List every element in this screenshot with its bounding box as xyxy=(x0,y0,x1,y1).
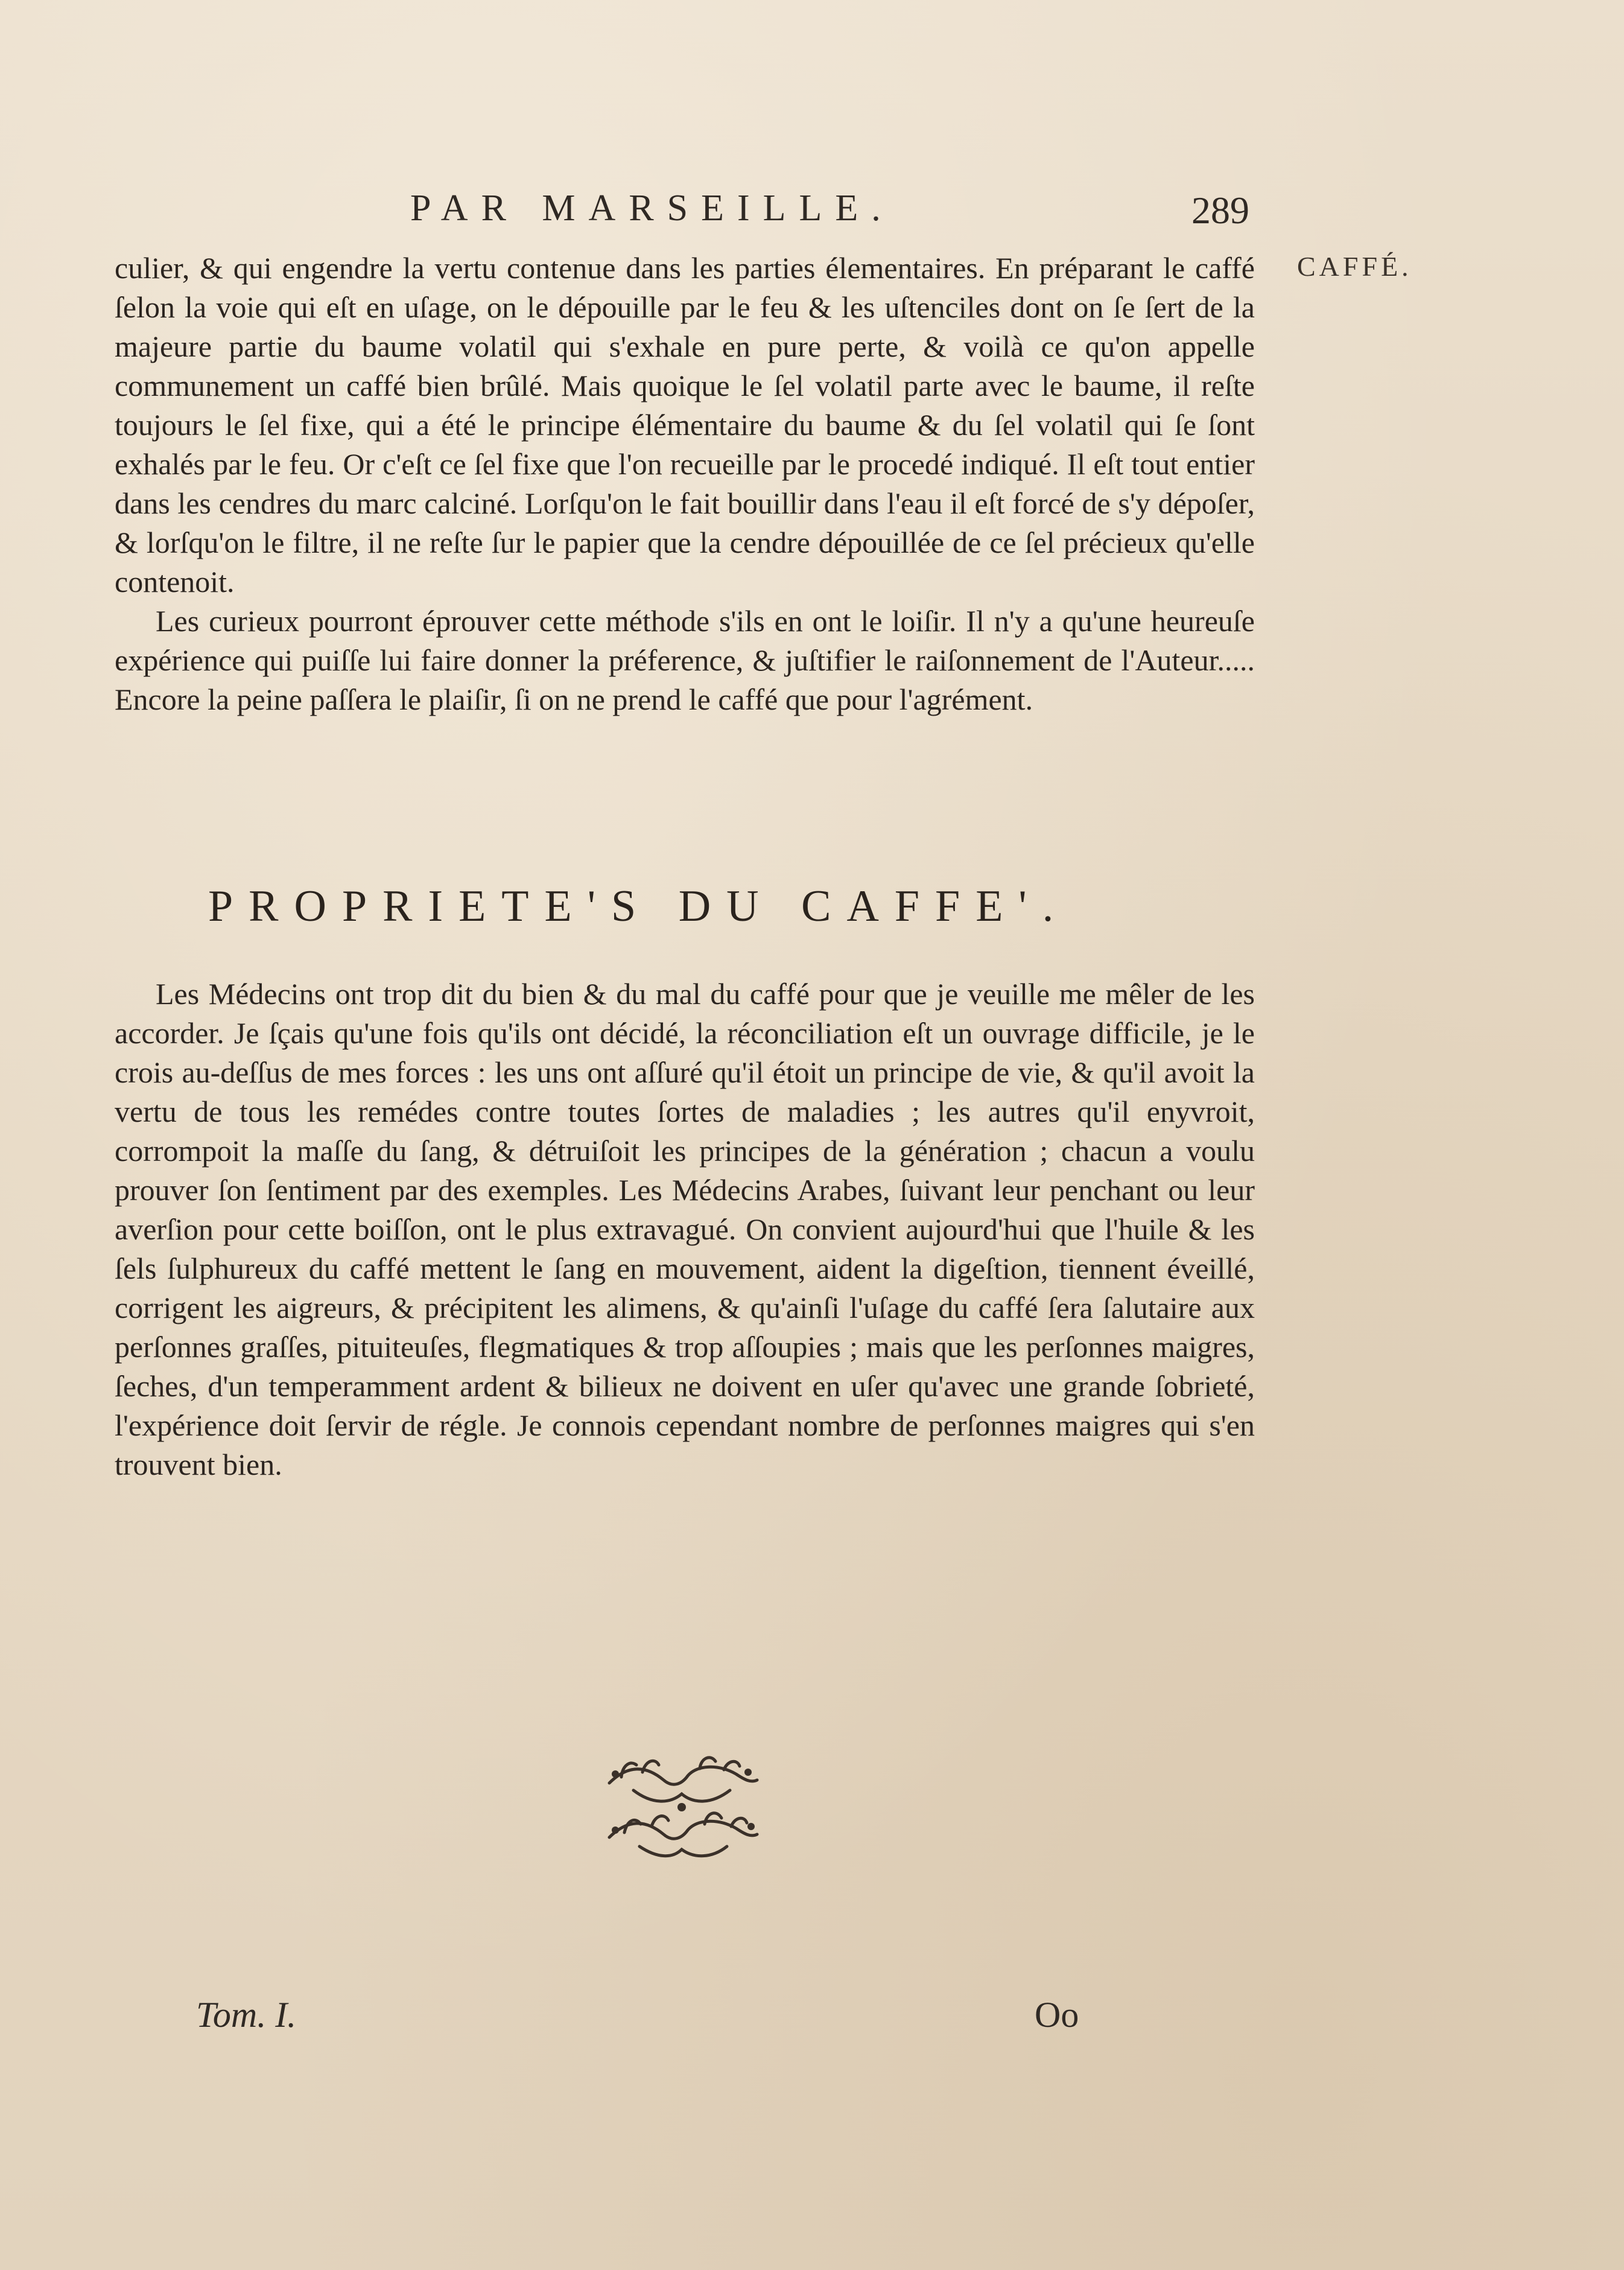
page-number: 289 xyxy=(1191,189,1249,232)
text-block-2 xyxy=(115,974,1255,1484)
paragraph-2: Les curieux pourront éprouver cette méthode s'ils en ont le loiſir. Il n'y a qu'une heureuſe expérience qui puiſſe lui faire donner la préference, & juſtifier le raiſonnement de l'Auteur..... Encore la peine paſſera le plaiſir, ſi on ne prend le caffé que pour l'agrément. xyxy=(115,604,1255,716)
floral-fleuron-ornament-icon xyxy=(597,1747,766,1868)
catchword: Oo xyxy=(1035,1995,1079,2035)
margin-note: CAFFÉ. xyxy=(1297,251,1412,282)
signature-mark: Tom. I. xyxy=(196,1995,297,2035)
running-head: PAR MARSEILLE. xyxy=(410,188,894,229)
text-block-1 xyxy=(115,249,1255,719)
paragraph-3: Les Médecins ont trop dit du bien & du mal du caffé pour que je veuille me mêler de les accorder. Je ſçais qu'une fois qu'ils ont décidé, la réconciliation eſt un ouvrage difficile, je le crois au-deſſus de mes forces : les uns ont aſſuré qu'il étoit un principe de vie, & qu'il avoit la vertu de tous les remédes contre toutes ſortes de maladies ; les autres qu'il enyvroit, corrompoit la maſſe du ſang, & détruiſoit les principes de la génération ; chacun a voulu prouver ſon ſentiment par des exemples. Les Médecins Arabes, ſuivant leur penchant ou leur averſion pour cette boiſſon, ont le plus extravagué. On convient aujourd'hui que l'huile & les ſels ſulphureux du caffé mettent le ſang en mouvement, aident la digeſtion, tiennent éveillé, corrigent les aigreurs, & précipitent les alimens, & qu'ainſi l'uſage du caffé ſera ſalutaire aux perſonnes graſſes, pituiteuſes, flegmatiques & trop aſſoupies ; mais que les perſonnes maigres, ſeches, d'un temperamment ardent & bilieux ne doivent en uſer qu'avec une grande ſobrieté, l'expérience doit ſervir de régle. Je connois cependant nombre de perſonnes maigres qui s'en trouvent bien. xyxy=(115,977,1255,1481)
section-title: PROPRIETE'S DU CAFFE'. xyxy=(208,882,1070,931)
paragraph-1: culier, & qui engendre la vertu contenue dans les parties élementaires. En préparant le caffé ſelon la voie qui eſt en uſage, on le dépouille par le feu & les uſtenciles dont on ſe ſert de la majeure partie du baume volatil qui s'exhale en pure perte, & voilà ce qu'on appelle communement un caffé bien brûlé. Mais quoique le ſel volatil parte avec le baume, il reſte toujours le ſel fixe, qui a été le principe élémentaire du baume & du ſel volatil qui ſe ſont exhalés par le feu. Or c'eſt ce ſel fixe que l'on recueille par le procedé indiqué. Il eſt tout entier dans les cendres du marc calciné. Lorſqu'on le fait bouillir dans l'eau il eſt forcé de s'y dépoſer, & lorſqu'on le filtre, il ne reſte ſur le papier que la cendre dépouillée de ce ſel précieux qu'elle contenoit. xyxy=(115,251,1255,599)
page-header xyxy=(0,181,1624,235)
